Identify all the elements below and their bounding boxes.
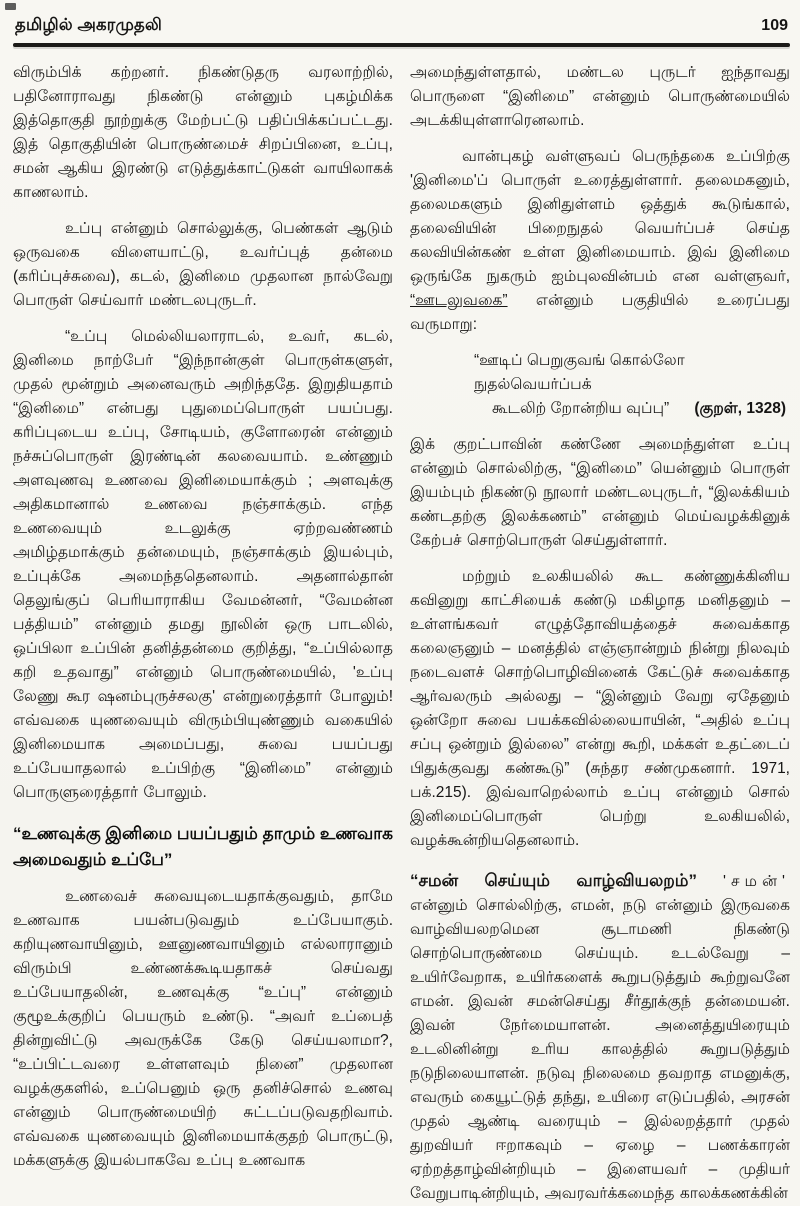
paragraph <box>410 145 790 337</box>
paragraph: உணவைச் சுவையுடையதாக்குவதும், தாமே உணவாக பயன்படுவதும் உப்பேயாகும். கறியுணவாயினும், ஊனுணவாயினும் எல்லாரானும் விரும்பி உண்ணக்கூடியதாகச் செய்வது உப்பேயாதலின், உணவுக்கு “உப்பு” என்னும் குழூஉக்குறிப் பெயரும் உண்டு. “அவர் உப்பைத் தின்றுவிட்டு அவருக்கே கேடு செய்யலாமா?, “உப்பிட்டவரை உள்ளளவும் நினை” முதலான வழக்குகளில், உப்பெனும் ஒரு தனிச்சொல் உணவு என்னும் பொருண்மையிற் சுட்டப்படுவதறிவாம். எவ்வகை யுணவையும் இனிமையாக்குதற் பொருட்டு, மக்களுக்கு இயல்பாகவே உப்பு உணவாக <box>13 888 393 1169</box>
section-heading-saman-paragraph <box>410 869 790 1206</box>
paragraph: இக் குறட்பாவின் கண்ணே அமைந்துள்ள உப்பு என்னும் சொல்லிற்கு, “இனிமை” யென்னும் பொருள் இயம்பும் நிகண்டு நூலார் மண்டலபுருடர், “இலக்கியம் கண்டதற்கு இலக்கணம்” என்னும் மெய்வழக்கினுக் கேற்பச் சொற்பொருள் செய்துள்ளார். <box>410 436 790 549</box>
page-number: 109 <box>761 17 788 34</box>
right-column <box>410 61 790 1206</box>
verse-line: “ஊடிப் பெறுகுவங் கொல்லோ நுதல்வெயர்ப்பக் <box>474 352 685 393</box>
paragraph-text: என்னும் சொல்லிற்கு, எமன், நடு என்னும் இருவகை வாழ்வியலறமென சூடாமணி நிகண்டு சொற்பொருண்மை செய்யும். உடல்வேறு – உயிர்வேறாக, உயிர்களைக் கூறுபடுத்தும் கூற்றுவனே எமன். இவன் சமன்செய்து சீர்தூக்குந் தன்மையன். இவன் நேர்மையாளன். அனைத்துயிரையும் உடலினின்று உரிய காலத்தில் கூறுபடுத்தும் நடுநிலையாளன். நடுவு நிலைமை தவறாத எமனுக்கு, எவரும் கையூட்டுத் தந்து, உயிரை எடுப்பதில், அரசன் முதல் ஆண்டி வரையும் – இல்லறத்தார் முதல் துறவியர் ஈறாகவும் – ஏழை – பணக்காரன் ஏற்றத்தாழ்வின்றியும் – இளையவர் – முதியர் வேறுபாடின்றியும், அவரவர்க்கமைந்த காலக்கணக்கின் <box>410 897 790 1202</box>
scan-artifact <box>5 3 16 10</box>
section-heading-uppu: “உணவுக்கு இனிமை பயப்பதும் தாமும் உணவாக அமைவதும் உப்பே” <box>13 824 393 869</box>
paragraph: “உப்பு மெல்லியலாராடல், உவர், கடல், இனிமை நாற்பேர் “இந்நான்குள் பொருள்களுள், முதல் மூன்றும் அனைவரும் அறிந்ததே. இறுதியதாம் “இனிமை” என்பது புதுமைப்பொருள் பயப்பது. கரிப்புடைய உப்பு, சோடியம், குளோரைன் என்னும் நச்சுப்பொருள் இரண்டின் கலவையாம். உண்ணும் அளவுணவு உணவை இனிமையாக்கும் ; அளவுக்கு அதிகமானால் உணவை நஞ்சாக்கும். எந்த உணவையும் உடலுக்கு ஏற்றவண்ணம் அமிழ்தமாக்கும் தன்மையும், நஞ்சாக்கும் இயல்பும், உப்புக்கே அமைந்ததெனலாம். அதனால்தான் தெலுங்குப் பெரியாராகிய வேமன்னர், “வேமன்ன பத்தியம்” என்னும் தமது நூலின் ஒரு பாடலில், ஒப்பிலா உப்பின் தனித்தன்மை குறித்து, “உப்பில்லாத கறி உதவாது” என்னும் பொருண்மையில், 'உப்பு லேணு கூர ஷனம்புருச்சலகு' என்றுரைத்தார் போலும்! எவ்வகை யுணவையும் விரும்பியுண்ணும் வகையில் இனிமையாக அமைப்பது, சுவை பயப்பது உப்பேயாதலால் உப்பிற்கு “இனிமை” என்னும் பொருளுரைத்தார் போலும். <box>13 328 393 801</box>
paragraph-continuation: அமைந்துள்ளதால், மண்டல புருடர் ஐந்தாவது பொருளை “இனிமை” என்னும் பொருண்மையில் அடக்கியுள்ளாரெனலாம். <box>410 64 790 129</box>
two-column-text <box>13 61 790 1206</box>
page-header <box>13 14 790 43</box>
section-heading-saman: “சமன் செய்யும் வாழ்வியலறம்” <box>410 871 697 890</box>
paragraph-text: என்னும் பகுதியில் உரைப்பது வருமாறு: <box>410 292 790 333</box>
spaced-term-saman: 'சமன்' <box>722 873 790 890</box>
running-title: தமிழில் அகரமுதலி <box>15 16 163 34</box>
paragraph-text: வான்புகழ் வள்ளுவப் பெருந்தகை உப்பிற்கு 'இனிமை'ப் பொருள் உரைத்துள்ளார். தலைமகனும், தலைமகளும் இனிதுள்ளம் ஒத்துக் கூடுங்கால், தலைவியின் பிறைநுதல் வெயர்ப்பச் செய்த கலவியின்கண் உள்ள இனிமையாம். இவ் இனிமை ஒருங்கே நுகரும் ஐம்புலவின்பம் என வள்ளுவர், <box>410 148 790 285</box>
verse-line-row <box>474 397 786 421</box>
verse-citation: (குறள், 1328) <box>694 400 786 417</box>
left-column <box>13 61 393 1206</box>
paragraph: உப்பு என்னும் சொல்லுக்கு, பெண்கள் ஆடும் ஒருவகை விளையாட்டு, உவர்ப்புத் தன்மை (கரிப்புச்சுவை), கடல், இனிமை முதலான நால்வேறு பொருள் செய்வார் மண்டலபுருடர். <box>13 220 393 309</box>
header-rule <box>13 43 790 47</box>
kural-verse <box>474 349 786 421</box>
underlined-term: “ஊடலுவகை” <box>410 292 508 309</box>
paragraph: மற்றும் உலகியலில் கூட கண்ணுக்கினிய கவினுறு காட்சியைக் கண்டு மகிழாத மனிதனும் – உள்ளங்கவர் எழுத்தோவியத்தைச் சுவைக்காத கலைஞனும் – மனத்தில் எஞ்ஞான்றும் நின்று நிலவும் நடைவளச் சொற்பொழிவினைக் கேட்டுச் சுவைக்காத ஆர்வலரும் அல்லது – “இன்னும் வேறு ஏதேனும் ஒன்றோ சுவை பயக்கவில்லையாயின், “அதில் உப்பு சப்பு ஒன்றும் இல்லை” என்று கூறி, மக்கள் உதட்டைப் பிதுக்குவது கண்கூடு” (சுந்தர சண்முகனார். 1971, பக்.215). இவ்வாறெல்லாம் உப்பு என்னும் சொல் இனிமைப்பொருள் பெற்று உலகியலில், வழக்கூன்றியதெனலாம். <box>410 568 790 849</box>
paragraph-continuation: விரும்பிக் கற்றனர். நிகண்டுதரு வரலாற்றில், பதினோராவது நிகண்டு என்னும் புகழ்மிக்க இத்தொகுதி நூற்றுக்கு மேற்பட்டு பதிப்பிக்கப்பட்டது. இத் தொகுதியின் பொருண்மைச் சிறப்பினை, உப்பு, சமன் ஆகிய இரண்டு எடுத்துக்காட்டுகள் வாயிலாகக் காணலாம். <box>13 64 393 201</box>
verse-line: கூடலிற் றோன்றிய வுப்பு” <box>492 400 670 417</box>
